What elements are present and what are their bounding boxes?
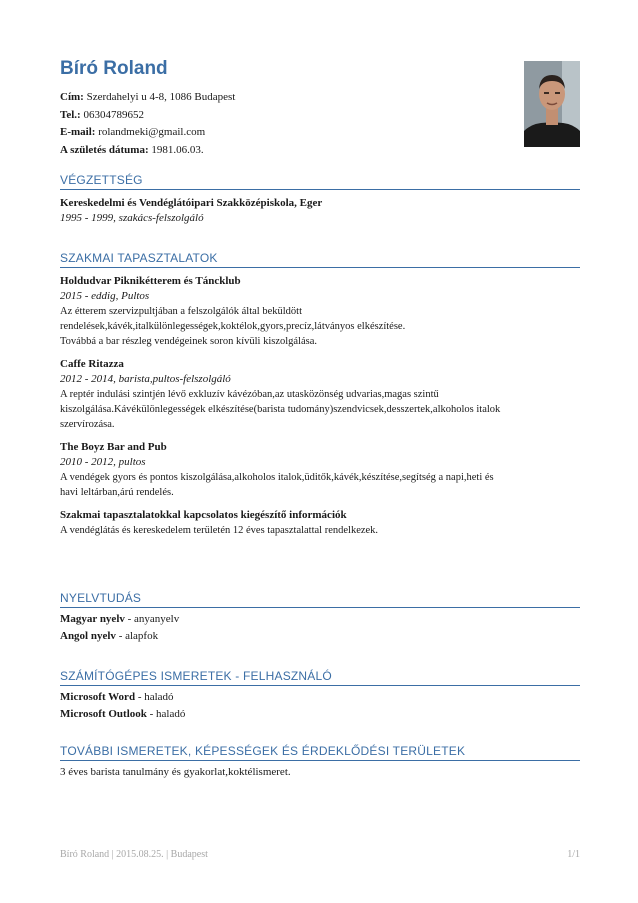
computer-title: SZÁMÍTÓGÉPES ISMERETEK - FELHASZNÁLÓ: [60, 669, 580, 686]
extra-info-text: A vendéglátás és kereskedelem területén 12 éves tapasztalattal rendelkezek.: [60, 525, 379, 536]
school-name: Kereskedelmi és Vendéglátóipari Szakközépiskola, Eger: [60, 197, 323, 209]
job-description-line: szervírozása.: [60, 419, 115, 430]
footer-info: Bíró Roland | 2015.08.25. | Budapest: [60, 849, 208, 860]
other-title: TOVÁBBI ISMERETEK, KÉPESSÉGEK ÉS ÉRDEKLŐDÉSI TERÜLETEK: [60, 744, 580, 761]
language-level: - anyanyelv: [124, 613, 180, 625]
job-entry: [60, 274, 580, 349]
education-period: 1995 - 1999, szakács-felszolgáló: [60, 212, 204, 224]
computer-item: [60, 706, 580, 723]
page-number: 1/1: [567, 849, 580, 860]
job-employer: Caffe Ritazza: [60, 358, 124, 370]
job-description-line: rendelések,kávék,italkülönlegességek,koktélok,gyors,precíz,látványos elkészítése.: [60, 321, 406, 332]
software-name: Microsoft Word: [60, 691, 136, 703]
education-section: [60, 173, 580, 226]
job-entry: [60, 440, 580, 500]
job-period: 2012 - 2014, barista,pultos-felszolgáló: [60, 373, 231, 385]
phone-line: [60, 107, 235, 125]
language-name: Magyar nyelv: [60, 613, 125, 625]
email-label: E-mail:: [60, 126, 96, 138]
extra-info-title: Szakmai tapasztalatokkal kapcsolatos kiegészítő információk: [60, 509, 347, 521]
job-employer: Holdudvar Piknikétterem és Táncklub: [60, 275, 241, 287]
page-footer: [60, 849, 580, 860]
phone-label: Tel.:: [60, 108, 81, 121]
job-description-line: Továbbá a bar részleg vendégeinek soron kívüli kiszolgálása.: [60, 336, 318, 347]
job-description-line: Az étterem szervizpultjában a felszolgálók által beküldött: [60, 306, 302, 317]
email-value: rolandmeki@gmail.com: [98, 126, 206, 138]
job-description-line: A reptér indulási szintjén lévő exkluzív kávézóban,az utasközönség udvarias,magas szintű: [60, 389, 439, 400]
job-description-line: havi leltárban,árú rendelés.: [60, 487, 174, 498]
languages-section: [60, 591, 580, 645]
language-item: [60, 628, 580, 645]
language-level: - alapfok: [115, 630, 159, 642]
other-text: 3 éves barista tanulmány és gyakorlat,koktélismeret.: [60, 766, 291, 778]
job-description-line: A vendégek gyors és pontos kiszolgálása,alkoholos italok,üditők,kávék,készítése,segítség a napi,heti és: [60, 472, 494, 483]
job-period: 2015 - eddig, Pultos: [60, 290, 150, 302]
address-line: [60, 89, 235, 107]
education-title: VÉGZETTSÉG: [60, 173, 580, 190]
experience-title: SZAKMAI TAPASZTALATOK: [60, 251, 580, 268]
computer-item: [60, 689, 580, 706]
software-level: - haladó: [135, 691, 174, 703]
person-name: Bíró Roland: [60, 58, 168, 79]
software-name: Microsoft Outlook: [60, 708, 147, 720]
email-line: [60, 124, 235, 142]
job-entry: [60, 357, 580, 432]
language-item: [60, 611, 580, 628]
birthdate-value: 1981.06.03.: [151, 143, 204, 156]
computer-section: [60, 669, 580, 723]
phone-value: 06304789652: [83, 108, 144, 121]
birthdate-label: A születés dátuma:: [60, 143, 149, 156]
birthdate-line: [60, 142, 235, 160]
job-period: 2010 - 2012, pultos: [60, 456, 146, 468]
address-value: Szerdahelyi u 4-8, 1086 Budapest: [86, 91, 236, 103]
address-label: Cím:: [60, 91, 84, 103]
extra-info: [60, 508, 580, 538]
software-level: - haladó: [146, 708, 186, 720]
language-name: Angol nyelv: [60, 630, 116, 642]
other-section: [60, 744, 580, 781]
job-description-line: kiszolgálása.Kávékülönlegességek elkészítése(barista tudomány)szendvicsek,desszertek,alkoholos italok: [60, 404, 501, 415]
contact-block: [60, 89, 235, 159]
profile-photo: [524, 61, 580, 147]
languages-title: NYELVTUDÁS: [60, 591, 580, 608]
experience-section: [60, 251, 580, 538]
job-employer: The Boyz Bar and Pub: [60, 441, 167, 453]
